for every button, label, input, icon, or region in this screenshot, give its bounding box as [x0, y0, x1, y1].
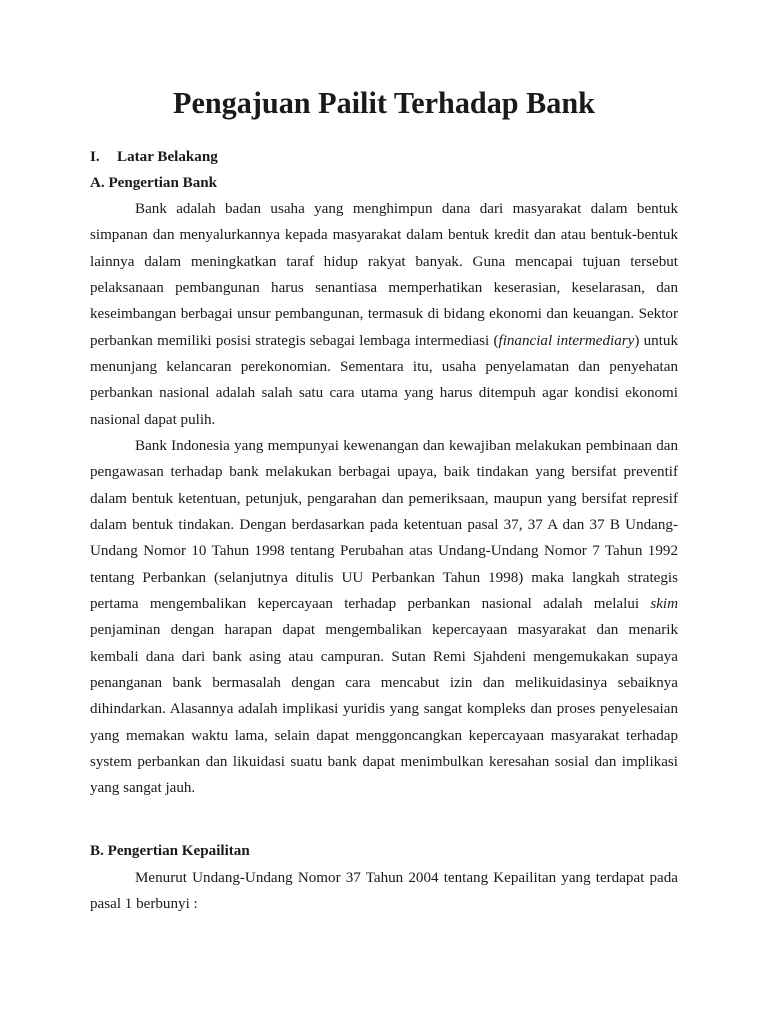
italic-term: financial intermediary: [498, 332, 635, 349]
italic-term: skim: [650, 596, 678, 613]
section-a-paragraph-2: [90, 433, 678, 802]
chapter-number: I.: [90, 149, 100, 165]
paragraph-text: Bank adalah badan usaha yang menghimpun dana dari masyarakat dalam bentuk simpanan dan menyalurkannya kepada masyarakat dalam bentuk kredit dan atau bentuk-bentuk lainnya dalam meningkatkan taraf hidup rakyat banyak. Guna mencapai tujuan tersebut pelaksanaan pembangunan harus senantiasa memperhatikan keserasian, keselarasan, dan keseimbangan berbagai unsur pembangunan, termasuk di bidang ekonomi dan keuangan. Sektor perbankan memiliki posisi strategis sebagai lembaga intermediasi (: [90, 201, 678, 349]
paragraph-text: Bank Indonesia yang mempunyai kewenangan dan kewajiban melakukan pembinaan dan pengawasan terhadap bank melakukan berbagai upaya, baik tindakan yang bersifat preventif dalam bentuk ketentuan, petunjuk, pengarahan dan pemeriksaan, maupun yang bersifat represif dalam bentuk tindakan. Dengan berdasarkan pada ketentuan pasal 37, 37 A dan 37 B Undang-Undang Nomor 10 Tahun 1998 tentang Perubahan atas Undang-Undang Nomor 7 Tahun 1992 tentang Perbankan (selanjutnya ditulis UU Perbankan Tahun 1998) maka langkah strategis pertama mengembalikan kepercayaan terhadap perbankan nasional adalah melalui: [90, 438, 678, 613]
section-a-paragraph-1: [90, 196, 678, 433]
section-b-paragraph-1: Menurut Undang-Undang Nomor 37 Tahun 2004 tentang Kepailitan yang terdapat pada pasal 1 berbunyi :: [90, 870, 678, 913]
section-b-heading: B. Pengertian Kepailitan: [90, 843, 250, 859]
section-a-heading: A. Pengertian Bank: [90, 175, 218, 191]
chapter-label: Latar Belakang: [117, 149, 218, 165]
chapter-heading: [90, 144, 218, 170]
paragraph-text: penjaminan dengan harapan dapat mengembalikan kepercayaan masyarakat dan menarik kembali dana dari bank asing atau campuran. Sutan Remi Sjahdeni mengemukakan supaya penanganan bank bermasalah dengan cara mencabut izin dan melikuidasinya sebaiknya dihindarkan. Alasannya adalah implikasi yuridis yang sangat kompleks dan proses penyelesaian yang memakan waktu lama, selain dapat menggoncangkan kepercayaan masyarakat terhadap system perbankan dan likuidasi suatu bank dapat menimbulkan keresahan sosial dan implikasi yang sangat jauh.: [90, 622, 678, 797]
paragraph-text: ) untuk menunjang kelancaran perekonomian. Sementara itu, usaha penyelamatan dan penyehatan perbankan nasional adalah salah satu cara utama yang harus ditempuh agar kondisi ekonomi nasional dapat pulih.: [90, 332, 678, 428]
document-title: Pengajuan Pailit Terhadap Bank: [173, 86, 595, 120]
document-page: [90, 86, 678, 913]
